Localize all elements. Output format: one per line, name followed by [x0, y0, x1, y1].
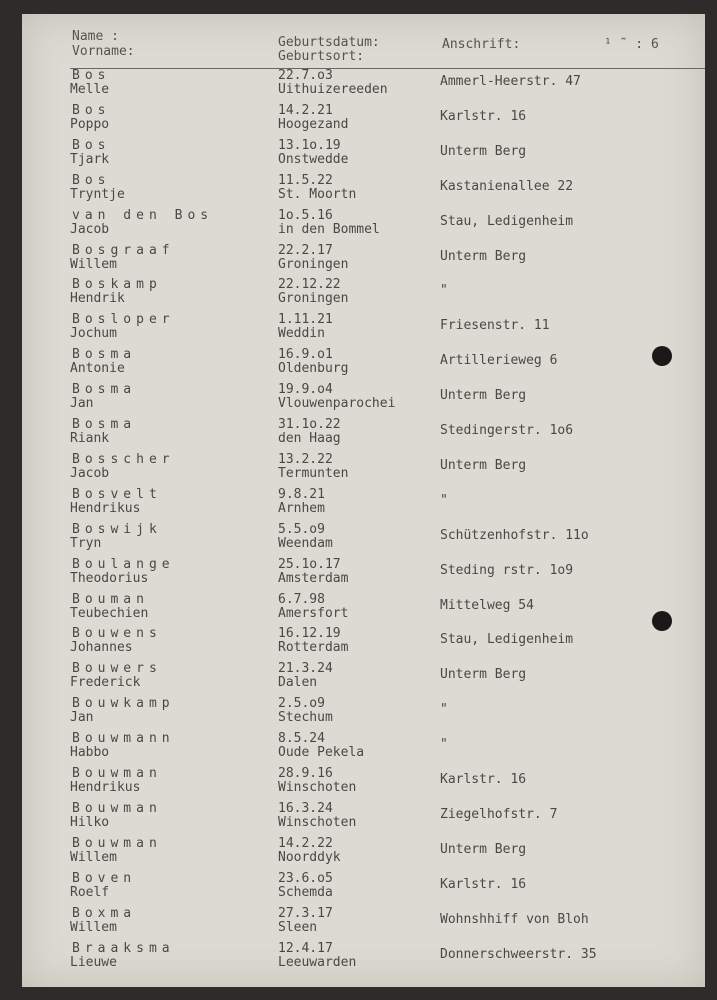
address-text: Kastanienallee 22	[440, 178, 574, 194]
given-name-text: Riank	[70, 431, 110, 446]
given-name-text: Antonie	[70, 361, 125, 377]
given-name-text: Lieuwe	[70, 954, 117, 970]
address-text: Stau, Ledigenheim	[440, 213, 574, 229]
given-name-text: Jochum	[70, 326, 117, 342]
surname-text: Bosscher	[72, 451, 175, 467]
list-item	[22, 348, 705, 383]
birth-date-text: 21.3.24	[278, 661, 333, 677]
given-name-text: Willem	[70, 849, 117, 865]
birth-date-text: 25.1o.17	[278, 556, 341, 572]
birth-place-text: Weddin	[278, 326, 325, 342]
given-name-text: Jacob	[70, 465, 110, 481]
list-item	[22, 418, 705, 453]
address-text: Unterm Berg	[440, 667, 527, 683]
birth-date-text: 31.1o.22	[278, 417, 341, 432]
given-name-text: Hendrikus	[70, 500, 141, 516]
list-item	[22, 942, 705, 977]
surname-text: Bos	[72, 68, 111, 83]
address-text: Unterm Berg	[440, 388, 527, 404]
birth-date-text: 22.7.o3	[278, 68, 333, 83]
birth-place-text: Oldenburg	[278, 361, 349, 377]
birth-date-text: 6.7.98	[278, 591, 325, 607]
birth-place-text: Leeuwarden	[278, 954, 357, 970]
address-text: "	[440, 702, 448, 718]
list-item	[22, 767, 705, 802]
list-item	[22, 872, 705, 907]
birth-date-text: 1.11.21	[278, 312, 333, 328]
address-text: Karlstr. 16	[440, 876, 527, 892]
address-text: "	[440, 283, 448, 299]
birth-place-text: Termunten	[278, 465, 349, 481]
birth-date-text: 14.2.22	[278, 835, 333, 851]
birth-place-text: Amersfort	[278, 605, 349, 621]
given-name-text: Willem	[70, 919, 117, 935]
address-text: Wohnshhiff von Bloh	[440, 911, 589, 927]
given-name-text: Johannes	[70, 640, 133, 656]
surname-text: Bos	[72, 137, 111, 153]
list-item	[22, 732, 705, 767]
given-name-text: Tjark	[70, 151, 110, 167]
surname-text: Boven	[72, 870, 137, 886]
address-text: Artillerieweg 6	[440, 353, 558, 369]
birth-date-text: 5.5.o9	[278, 521, 325, 537]
list-item	[22, 523, 705, 558]
given-name-text: Jan	[70, 396, 94, 412]
birth-date-text: 9.8.21	[278, 486, 325, 502]
surname-text: Boskamp	[72, 277, 162, 293]
header-address-label: Anschrift:	[442, 37, 521, 52]
birth-date-text: 16.9.o1	[278, 347, 333, 363]
address-text: Mittelweg 54	[440, 597, 534, 613]
birth-place-text: Dalen	[278, 675, 318, 691]
list-item	[22, 488, 705, 523]
birth-place-text: Vlouwenparochei	[278, 396, 396, 412]
document-page	[22, 14, 705, 987]
birth-date-text: 16.3.24	[278, 800, 333, 816]
birth-place-text: Winschoten	[278, 780, 357, 795]
given-name-text: Hendrikus	[70, 780, 141, 795]
surname-text: Bosma	[72, 417, 137, 432]
address-text: Karlstr. 16	[440, 108, 527, 124]
surname-text: Bosloper	[72, 312, 175, 328]
birth-date-text: 27.3.17	[278, 905, 333, 921]
address-text: Stedingerstr. 1o6	[440, 423, 574, 438]
surname-text: Bouwers	[72, 661, 162, 677]
surname-text: Boxma	[72, 905, 137, 921]
surname-text: Boulange	[72, 556, 175, 572]
given-name-text: Jan	[70, 710, 94, 726]
list-item	[22, 837, 705, 872]
birth-date-text: 16.12.19	[278, 626, 341, 642]
list-item	[22, 104, 705, 139]
list-item	[22, 174, 705, 209]
given-name-text: Willem	[70, 256, 117, 272]
surname-text: Bouwman	[72, 835, 162, 851]
surname-text: Bosvelt	[72, 486, 162, 502]
given-name-text: Melle	[70, 82, 110, 97]
birth-place-text: Sleen	[278, 919, 318, 935]
list-item	[22, 244, 705, 279]
birth-place-text: Amsterdam	[278, 570, 349, 586]
birth-place-text: Weendam	[278, 535, 333, 551]
page-number: ¹ ˜ : 6	[604, 37, 659, 52]
surname-text: Bosma	[72, 382, 137, 398]
surname-text: Boswijk	[72, 521, 162, 537]
birth-place-text: den Haag	[278, 431, 341, 446]
birth-place-text: Winschoten	[278, 814, 357, 830]
address-text: Schützenhofstr. 11o	[440, 527, 589, 543]
address-text: "	[440, 737, 448, 753]
birth-place-text: Schemda	[278, 884, 333, 900]
surname-text: Braaksma	[72, 940, 175, 956]
punch-hole	[652, 611, 672, 631]
given-name-text: Tryn	[70, 535, 102, 551]
birth-date-text: 22.12.22	[278, 277, 341, 293]
birth-place-text: Uithuizereeden	[278, 82, 388, 97]
birth-date-text: 11.5.22	[278, 172, 333, 188]
birth-date-text: 23.6.o5	[278, 870, 333, 886]
birth-place-text: St. Moortn	[278, 186, 357, 202]
address-text: Karlstr. 16	[440, 772, 527, 787]
given-name-text: Roelf	[70, 884, 110, 900]
header-vorname-label: Vorname:	[72, 44, 135, 59]
list-item	[22, 558, 705, 593]
given-name-text: Habbo	[70, 745, 110, 761]
list-item	[22, 209, 705, 244]
address-text: Stau, Ledigenheim	[440, 632, 574, 648]
list-item	[22, 697, 705, 732]
list-item	[22, 453, 705, 488]
birth-date-text: 22.2.17	[278, 242, 333, 258]
punch-hole	[652, 346, 672, 366]
given-name-text: Jacob	[70, 221, 110, 237]
list-item	[22, 627, 705, 662]
address-text: Unterm Berg	[440, 457, 527, 473]
given-name-text: Frederick	[70, 675, 141, 691]
birth-place-text: Rotterdam	[278, 640, 349, 656]
birth-place-text: in den Bommel	[278, 221, 380, 237]
given-name-text: Hendrik	[70, 291, 125, 307]
list-item	[22, 383, 705, 418]
surname-text: Bosgraaf	[72, 242, 175, 258]
address-text: Friesenstr. 11	[440, 318, 550, 334]
surname-text: Bouwens	[72, 626, 162, 642]
birth-date-text: 1o.5.16	[278, 207, 333, 223]
list-item	[22, 907, 705, 942]
address-text: Ammerl-Heerstr. 47	[440, 74, 581, 89]
birth-place-text: Onstwedde	[278, 151, 349, 167]
surname-text: Bos	[72, 102, 111, 118]
birth-date-text: 14.2.21	[278, 102, 333, 118]
birth-date-text: 13.2.22	[278, 451, 333, 467]
birth-place-text: Stechum	[278, 710, 333, 726]
list-item	[22, 139, 705, 174]
header-birthplace-label: Geburtsort:	[278, 49, 365, 64]
surname-text: Bouwmann	[72, 731, 175, 747]
birth-date-text: 28.9.16	[278, 766, 333, 781]
address-text: Unterm Berg	[440, 143, 527, 159]
given-name-text: Theodorius	[70, 570, 149, 586]
list-item	[22, 802, 705, 837]
list-item	[22, 662, 705, 697]
given-name-text: Hilko	[70, 814, 110, 830]
birth-date-text: 13.1o.19	[278, 137, 341, 153]
address-text: "	[440, 492, 448, 508]
birth-date-text: 12.4.17	[278, 940, 333, 956]
address-text: Unterm Berg	[440, 841, 527, 857]
birth-place-text: Arnhem	[278, 500, 325, 516]
birth-place-text: Noorddyk	[278, 849, 341, 865]
birth-place-text: Oude Pekela	[278, 745, 365, 761]
given-name-text: Poppo	[70, 116, 110, 132]
given-name-text: Teubechien	[70, 605, 149, 621]
birth-date-text: 2.5.o9	[278, 696, 325, 712]
birth-place-text: Groningen	[278, 291, 349, 307]
surname-text: Bouwman	[72, 766, 162, 781]
birth-date-text: 8.5.24	[278, 731, 325, 747]
list-item	[22, 313, 705, 348]
address-text: Donnerschweerstr. 35	[440, 946, 597, 962]
list-item	[22, 593, 705, 628]
given-name-text: Tryntje	[70, 186, 125, 202]
address-text: Ziegelhofstr. 7	[440, 806, 558, 822]
surname-text: Bosma	[72, 347, 137, 363]
surname-text: van den Bos	[72, 207, 214, 223]
list-item	[22, 278, 705, 313]
address-text: Unterm Berg	[440, 248, 527, 264]
surname-text: Bouwkamp	[72, 696, 175, 712]
header-birthdate-label: Geburtsdatum:	[278, 35, 380, 50]
address-text: Steding rstr. 1o9	[440, 562, 574, 578]
birth-place-text: Hoogezand	[278, 116, 349, 132]
birth-place-text: Groningen	[278, 256, 349, 272]
header-name-label: Name :	[72, 29, 119, 44]
surname-text: Bouman	[72, 591, 149, 607]
list-item	[22, 69, 705, 104]
surname-text: Bos	[72, 172, 111, 188]
birth-date-text: 19.9.o4	[278, 382, 333, 398]
surname-text: Bouwman	[72, 800, 162, 816]
